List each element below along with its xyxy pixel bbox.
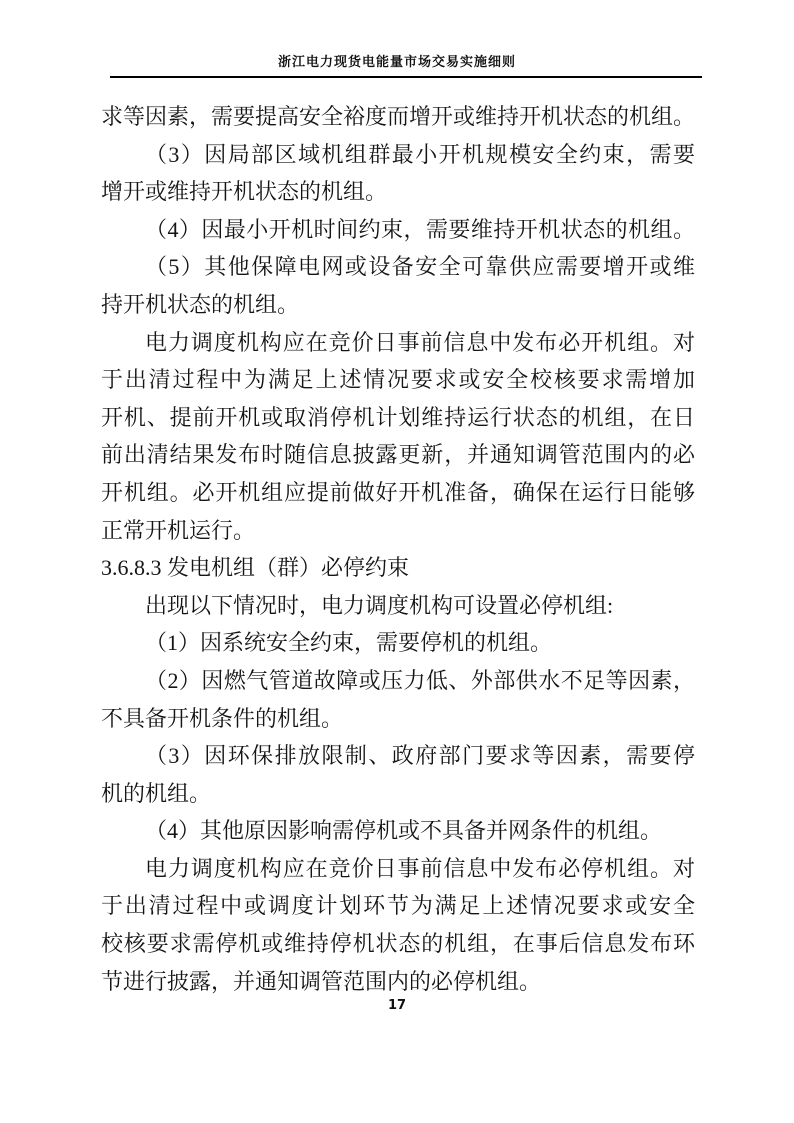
body-line: 前出清结果发布时随信息披露更新，并通知调管范围内的必 <box>101 442 695 468</box>
body-line: 机的机组。 <box>101 780 212 806</box>
body-line: 于出清过程中为满足上述情况要求或安全校核要求需增加 <box>101 367 695 393</box>
body-line: 电力调度机构应在竞价日事前信息中发布必停机组。对 <box>145 855 695 881</box>
body-line: （1）因系统安全约束，需要停机的机组。 <box>145 630 553 656</box>
body-line: 开机、提前开机或取消停机计划维持运行状态的机组，在日 <box>101 404 695 430</box>
body-line: （4）其他原因影响需停机或不具备并网条件的机组。 <box>145 818 663 844</box>
body-line: 开机组。必开机组应提前做好开机准备，确保在运行日能够 <box>101 479 695 505</box>
body-line: 正常开机运行。 <box>101 517 256 543</box>
section-heading: 3.6.8.3 发电机组（群）必停约束 <box>101 555 410 581</box>
header-title: 浙江电力现货电能量市场交易实施细则 <box>277 54 516 69</box>
body-line: 出现以下情况时，电力调度机构可设置必停机组: <box>145 592 614 618</box>
body-line: 求等因素，需要提高安全裕度而增开或维持开机状态的机组。 <box>101 104 696 129</box>
body-line: （3）因环保排放限制、政府部门要求等因素，需要停 <box>145 743 695 769</box>
document-body <box>101 98 695 1000</box>
body-line: 校核要求需停机或维持停机状态的机组，在事后信息发布环 <box>101 931 695 957</box>
body-line: （5）其他保障电网或设备安全可靠供应需要增开或维 <box>145 254 695 280</box>
body-line: 于出清过程中或调度计划环节为满足上述情况要求或安全 <box>101 893 695 919</box>
body-line: （2）因燃气管道故障或压力低、外部供水不足等因素， <box>145 667 695 693</box>
header-rule <box>110 76 702 78</box>
page-number: 17 <box>387 998 407 1013</box>
body-line: 电力调度机构应在竞价日事前信息中发布必开机组。对 <box>145 329 695 355</box>
body-line: 增开或维持开机状态的机组。 <box>101 179 388 205</box>
body-line: （3）因局部区域机组群最小开机规模安全约束，需要 <box>145 141 695 167</box>
body-line: （4）因最小开机时间约束，需要维持开机状态的机组。 <box>145 216 695 242</box>
body-line: 持开机状态的机组。 <box>101 291 300 317</box>
body-line: 不具备开机条件的机组。 <box>101 705 344 731</box>
body-line: 节进行披露，并通知调管范围内的必停机组。 <box>101 968 542 994</box>
